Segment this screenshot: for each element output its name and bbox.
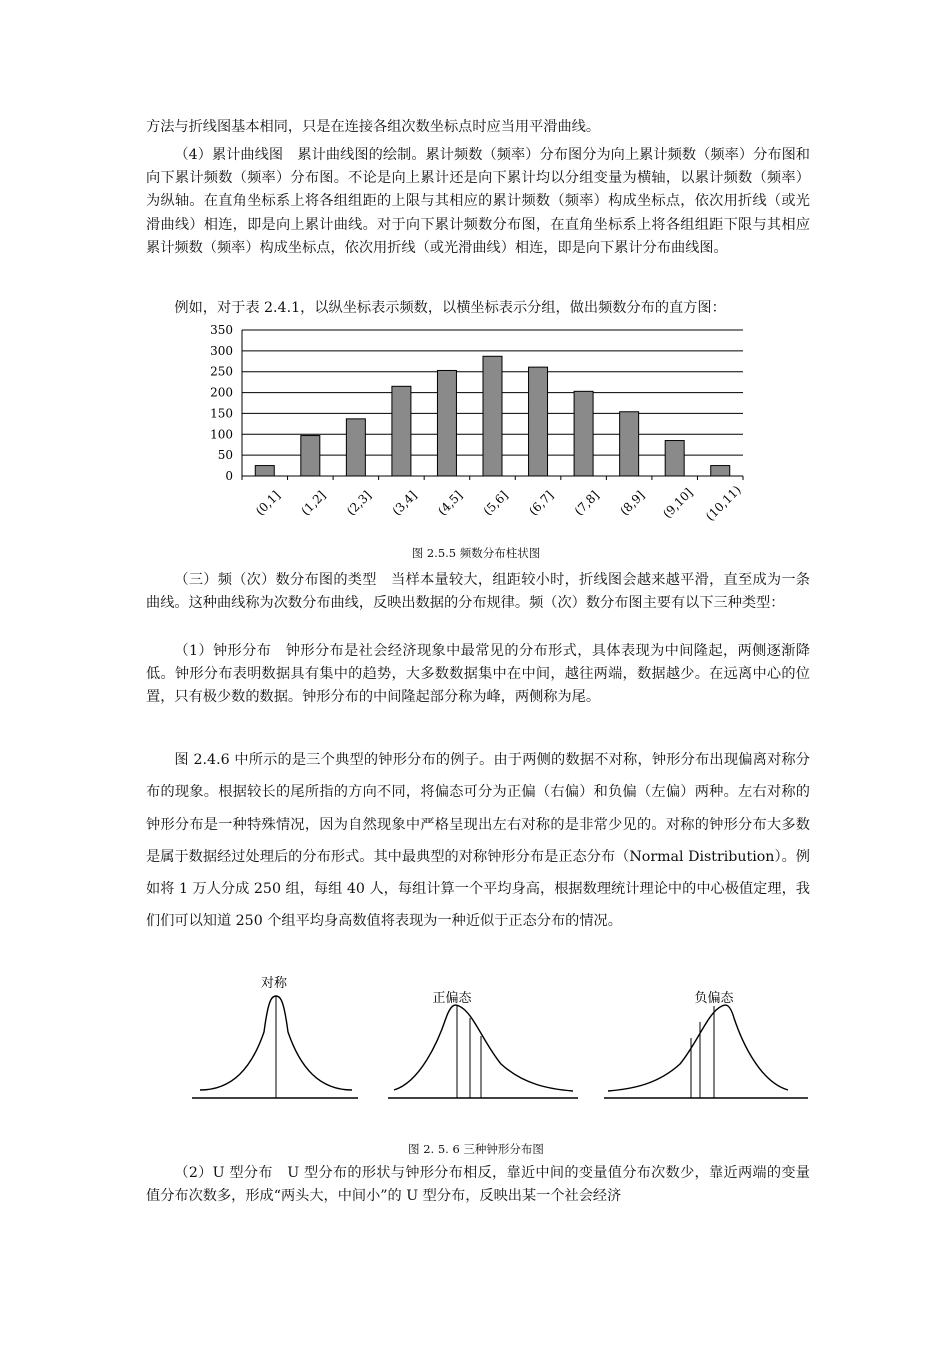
x-tick-label: (6,7] — [526, 488, 557, 519]
bar — [574, 391, 593, 476]
paragraph-7: （2）U 型分布 U 型分布的形状与钟形分布相反，靠近中间的变量值分布次数少，靠近两端的变量值分布次数多，形成“两头大，中间小”的 U 型分布，反映出某一个社会经济 — [146, 1165, 810, 1205]
y-tick-label: 300 — [210, 343, 233, 358]
figure-caption-1: 图 2.5.5 频数分布柱状图 — [411, 546, 541, 560]
paragraph-1: 方法与折线图基本相同，只是在连接各组次数坐标点时应当用平滑曲线。 — [146, 119, 601, 135]
bar — [620, 412, 639, 476]
negative-skew-label: 负偏态 — [694, 991, 734, 1006]
bar — [665, 441, 684, 476]
positive-skew-label: 正偏态 — [432, 991, 472, 1006]
x-tick-label: (9,10] — [660, 485, 696, 521]
bar — [392, 386, 411, 476]
x-tick-label: (10,11) — [702, 482, 744, 524]
x-tick-label: (2,3] — [344, 488, 375, 519]
y-tick-label: 100 — [210, 427, 233, 442]
y-tick-label: 50 — [217, 448, 233, 463]
x-tick-label: (5,6] — [480, 488, 511, 519]
paragraph-2: （4）累计曲线图 累计曲线图的绘制。累计频数（频率）分布图分为向上累计频数（频率）分布图和向下累计频数（频率）分布图。不论是向上累计还是向下累计均以分组变量为横轴，以累计频数（频率）为纵轴。在直角坐标系上将各组组距的上限与其相应的累计频数（频率）构成坐标点，依次用折线（或光滑曲线）相连，即是向上累计曲线。对于向下累计频数分布图，在直角坐标系上将各组组距下限与其相应累计频数（频率）构成坐标点，依次用折线（或光滑曲线）相连，即是向下累计分布曲线图。 — [146, 147, 810, 256]
paragraph-5: （1）钟形分布 钟形分布是社会经济现象中最常见的分布形式，具体表现为中间隆起，两侧逐渐降低。钟形分布表明数据具有集中的趋势，大多数数据集中在中间，越往两端，数据越少。在远离中心的位置，只有极少数的数据。钟形分布的中间隆起部分称为峰，两侧称为尾。 — [146, 643, 810, 706]
x-tick-label: (4,5] — [435, 488, 466, 519]
y-tick-label: 0 — [225, 469, 233, 483]
paragraph-6: 图 2.4.6 中所示的是三个典型的钟形分布的例子。由于两侧的数据不对称，钟形分布出现偏离对称分布的现象。根据较长的尾所指的方向不同，将偏态可分为正偏（右偏）和负偏（左偏）两种。左右对称的钟形分布是一种特殊情况，因为自然现象中严格呈现出左右对称的是非常少见的。对称的钟形分布大多数是属于数据经过处理后的分布形式。其中最典型的对称钟形分布是正态分布（Normal Distribution）。例如将 1 万人分成 250 组，每组 40 人，每组计算一个平均身高，根据数理统计理论中的中心极值定理，我们们可以知道 250 个组平均身高数值将表现为一种近似于正态分布的情况。 — [146, 752, 810, 930]
bar — [301, 436, 320, 476]
x-tick-label: (7,8] — [571, 488, 602, 519]
bar — [483, 356, 502, 476]
bar — [437, 370, 456, 476]
x-tick-label: (1,2] — [298, 488, 329, 519]
x-tick-label: (0,1] — [252, 488, 283, 519]
figure-caption-2: 图 2. 5. 6 三种钟形分布图 — [408, 1142, 544, 1156]
y-tick-label: 250 — [210, 364, 233, 379]
x-tick-label: (3,4] — [389, 488, 420, 519]
y-tick-label: 150 — [210, 406, 233, 421]
bar — [529, 367, 548, 476]
paragraph-3: 例如，对于表 2.4.1，以纵坐标表示频数，以横坐标表示分组，做出频数分布的直方图： — [174, 300, 726, 316]
bell-curves-figure — [188, 972, 812, 1112]
y-tick-label: 350 — [210, 323, 233, 337]
frequency-bar-chart — [190, 318, 750, 544]
y-tick-label: 200 — [210, 385, 233, 400]
x-tick-label: (8,9] — [617, 488, 648, 519]
bar — [711, 466, 730, 476]
bar — [255, 466, 274, 476]
bar — [346, 419, 365, 476]
paragraph-4: （三）频（次）数分布图的类型 当样本量较大，组距较小时，折线图会越来越平滑，直至成为一条曲线。这种曲线称为次数分布曲线，反映出数据的分布规律。频（次）数分布图主要有以下三种类型： — [146, 572, 810, 612]
symmetric-label: 对称 — [260, 976, 288, 991]
